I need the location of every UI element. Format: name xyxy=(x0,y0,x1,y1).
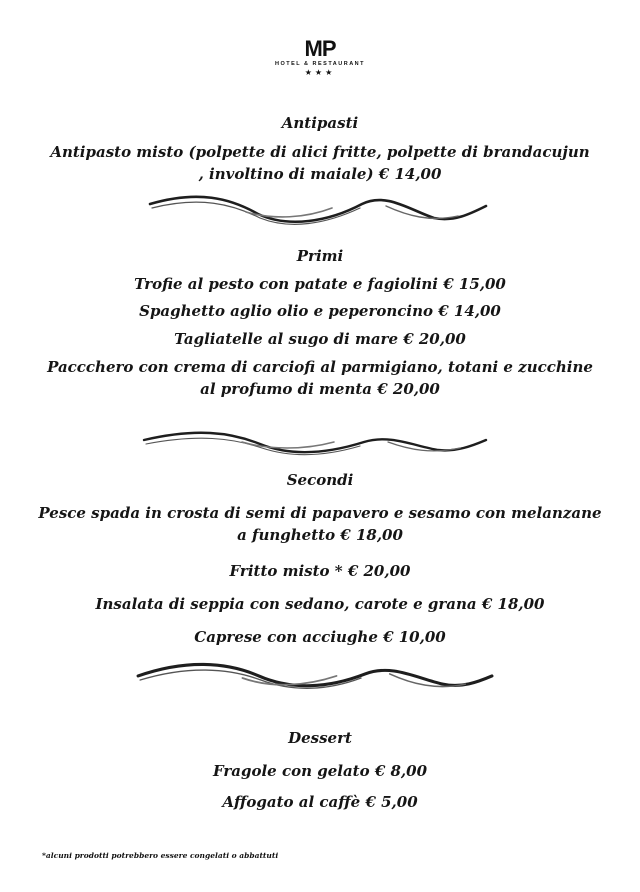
logo-subtitle: HOTEL & RESTAURANT xyxy=(274,61,366,67)
menu-item-affogato: Affogato al caffè € 5,00 xyxy=(222,793,418,811)
footnote: *alcuni prodotti potrebbero essere congelati o abbattuti xyxy=(42,851,279,860)
menu-item-tagliatelle: Tagliatelle al sugo di mare € 20,00 xyxy=(174,330,466,348)
wave-divider-2-icon xyxy=(138,424,490,464)
menu-item-paccchero: Paccchero con crema di carciofi al parmigiano, totani e zucchine al profumo di menta € 20,00 xyxy=(47,358,593,398)
menu-item-fragole: Fragole con gelato € 8,00 xyxy=(212,762,428,780)
hotel-logo xyxy=(0,38,640,77)
section-heading-secondi: Secondi xyxy=(286,471,354,489)
section-heading-primi: Primi xyxy=(296,247,344,265)
menu-item-fritto-misto: Fritto misto * € 20,00 xyxy=(229,562,411,580)
menu-item-trofie: Trofie al pesto con patate e fagiolini € 15,00 xyxy=(134,275,506,293)
menu-item-spaghetto: Spaghetto aglio olio e peperoncino € 14,00 xyxy=(139,302,501,320)
wave-divider-1-icon xyxy=(138,192,490,232)
menu-item-pesce-spada: Pesce spada in crosta di semi di papavero e sesamo con melanzane a funghetto € 18,00 xyxy=(38,504,602,544)
wave-divider-3-icon xyxy=(134,656,494,700)
menu-item-caprese: Caprese con acciughe € 10,00 xyxy=(194,628,446,646)
menu-item-antipasto-misto: Antipasto misto (polpette di alici fritte, polpette di brandacujun , involtino di maiale) € 14,00 xyxy=(50,143,590,183)
section-heading-dessert: Dessert xyxy=(288,729,352,747)
menu-item-insalata-seppia: Insalata di seppia con sedano, carote e grana € 18,00 xyxy=(95,595,545,613)
section-heading-antipasti: Antipasti xyxy=(281,114,359,132)
logo-mark: MP xyxy=(304,36,336,61)
logo-stars: ★★★ xyxy=(304,68,336,77)
